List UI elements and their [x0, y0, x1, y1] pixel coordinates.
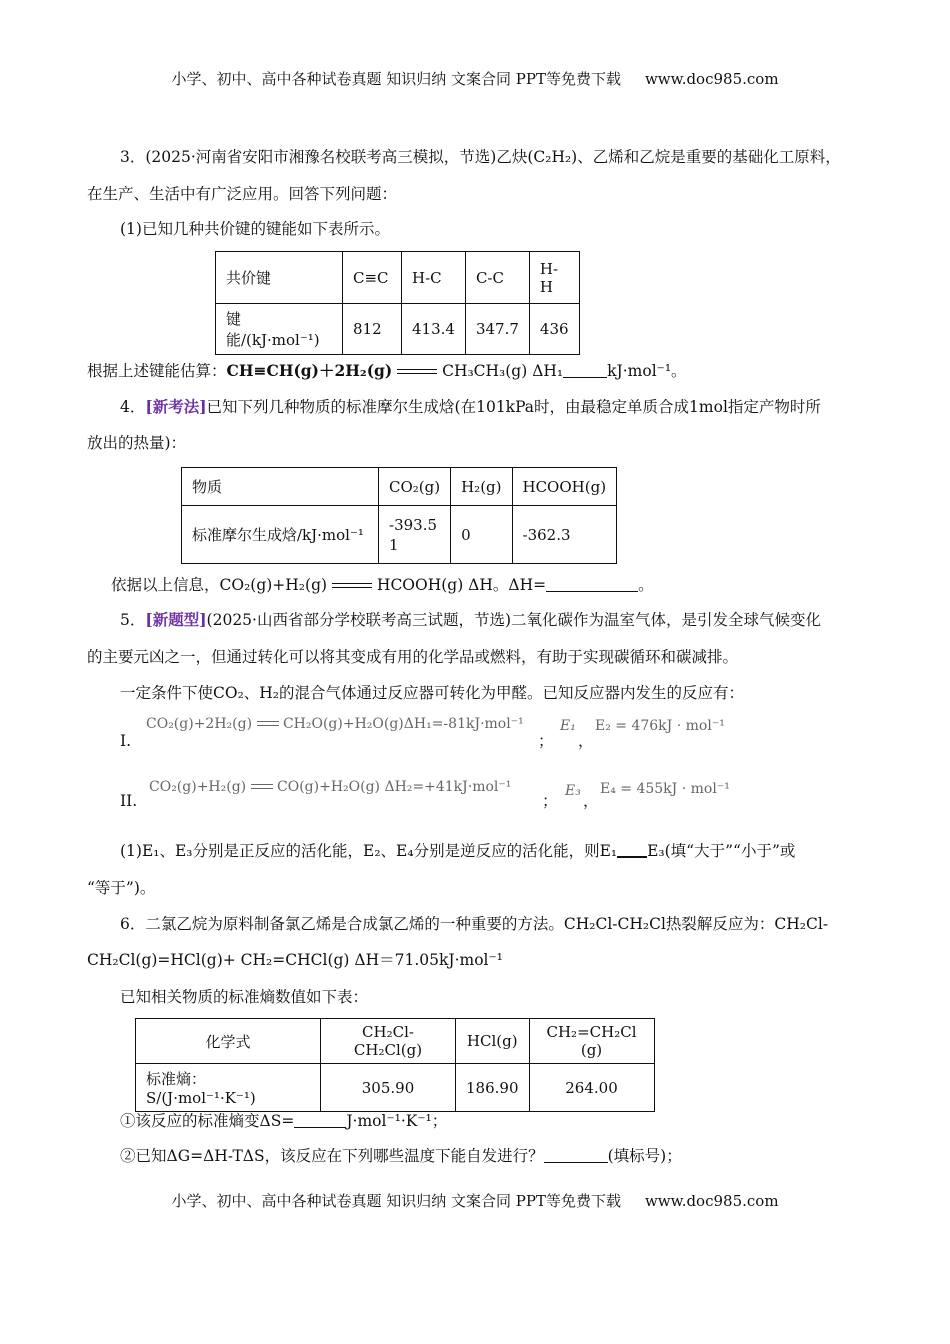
q5-sub1-b: E₃(填“大于”“小于”或 — [647, 842, 796, 860]
q6-sub1-a: ①该反应的标准熵变ΔS= — [120, 1112, 295, 1130]
reaction-2-e4: E₄ = 455kJ · mol⁻¹ — [600, 781, 730, 797]
equilibrium-arrow-icon — [257, 720, 279, 728]
page-header — [0, 68, 950, 89]
header-text: 小学、初中、高中各种试卷真题 知识归纳 文案合同 PPT等免费下载 — [171, 70, 621, 88]
q4-info-right: HCOOH(g) ΔH。ΔH= — [376, 576, 547, 594]
q4-line1 — [120, 396, 821, 418]
footer-url[interactable]: www.doc985.com — [644, 1192, 779, 1210]
q6-line2: CH₂Cl(g)=HCl(g)+ CH₂=CHCl(g) ΔH＝71.05kJ·mol⁻¹ — [87, 951, 503, 969]
bond-table-value-3: 436 — [529, 304, 579, 355]
enthalpy-table — [181, 467, 617, 564]
q6-sub1-b: J·mol⁻¹·K⁻¹； — [346, 1112, 448, 1130]
bond-table-header-0: 共价键 — [216, 252, 343, 304]
reaction-1-energies — [560, 718, 576, 734]
q5-line1-text: (2025·山西省部分学校联考高三试题，节选)二氧化碳作为温室气体，是引发全球气候变化 — [206, 611, 822, 629]
reaction-1-left: CO₂(g)+2H₂(g) — [146, 716, 253, 732]
entropy-table-header-3: CH₂=CH₂Cl (g) — [529, 1019, 654, 1064]
bond-energy-table — [215, 251, 580, 355]
q5-sub1 — [120, 840, 795, 862]
q6-sub1-answer-blank[interactable] — [294, 1111, 346, 1128]
bond-table-header-4: H-H — [529, 252, 579, 304]
q5-line1 — [120, 609, 821, 631]
bond-table-header-1: C≡C — [343, 252, 402, 304]
q4-line2: 放出的热量)： — [87, 434, 187, 452]
reaction-1-right: CH₂O(g)+H₂O(g)ΔH₁=-81kJ·mol⁻¹ — [282, 716, 524, 732]
reaction-2 — [149, 779, 511, 795]
entropy-table-header-0: 化学式 — [136, 1019, 321, 1064]
entropy-table-value-2: 264.00 — [529, 1064, 654, 1112]
enthalpy-table-header-1: CO₂(g) — [379, 468, 451, 506]
q3-estimate-right: CH₃CH₃(g) ΔH₁ — [442, 362, 564, 380]
reaction-1-label: I. — [120, 732, 132, 750]
reaction-2-comma: ， — [583, 792, 599, 810]
q5-answer-blank[interactable] — [617, 840, 647, 858]
equilibrium-arrow-icon — [332, 581, 372, 591]
entropy-table — [135, 1018, 655, 1112]
bond-table-value-2: 347.7 — [465, 304, 529, 355]
entropy-table-value-0: 305.90 — [321, 1064, 456, 1112]
q5-num: 5． — [120, 611, 146, 629]
equilibrium-arrow-icon — [397, 367, 437, 377]
bond-table-row-label: 键能/(kJ·mol⁻¹) — [216, 304, 343, 355]
q3-estimate — [87, 360, 687, 382]
reaction-1-comma: ， — [578, 732, 594, 750]
q5-sub1-a: (1)E₁、E₃分别是正反应的活化能，E₂、E₄分别是逆反应的活化能，则E₁ — [120, 842, 618, 860]
reaction-1 — [146, 716, 524, 732]
reaction-2-energies — [565, 783, 581, 799]
enthalpy-table-value-1: 0 — [451, 506, 512, 564]
reaction-1-e2: E₂ = 476kJ · mol⁻¹ — [595, 718, 725, 734]
q4-line1-text: 已知下列几种物质的标准摩尔生成焓(在101kPa时，由最稳定单质合成1mol指定产物时所 — [206, 398, 821, 416]
q3-line2: 在生产、生活中有广泛应用。回答下列问题： — [87, 185, 398, 203]
bond-table-header-2: H-C — [402, 252, 466, 304]
entropy-table-header-1: CH₂Cl-CH₂Cl(g) — [321, 1019, 456, 1064]
q3-estimate-suffix: kJ·mol⁻¹。 — [607, 362, 687, 380]
q4-info-end: 。 — [638, 576, 654, 594]
reaction-1-e1: E₁ — [560, 718, 576, 734]
entropy-table-header-2: HCl(g) — [456, 1019, 530, 1064]
q3-line1: 3．(2025·河南省安阳市湘豫名校联考高三模拟，节选)乙炔(C₂H₂)、乙烯和乙烷是重要的基础化工原料， — [120, 148, 841, 166]
q4-info-left: 依据以上信息，CO₂(g)+H₂(g) — [111, 576, 328, 594]
enthalpy-table-row-label: 标准摩尔生成焓/kJ·mol⁻¹ — [182, 506, 379, 564]
q5-tag: [新题型] — [145, 610, 207, 629]
q3-estimate-prefix: 根据上述键能估算： — [87, 362, 227, 380]
q5-sub1-c: “等于”)。 — [87, 879, 156, 897]
q5-line3: 一定条件下使CO₂、H₂的混合气体通过反应器可转化为甲醛。已知反应器内发生的反应有： — [120, 684, 745, 702]
entropy-table-row-label: 标准熵：S/(J·mol⁻¹·K⁻¹) — [136, 1064, 321, 1112]
bond-table-header-3: C-C — [465, 252, 529, 304]
q6-line1: 6．二氯乙烷为原料制备氯乙烯是合成氯乙烯的一种重要的方法。CH₂Cl-CH₂Cl热裂解反应为：CH₂Cl- — [120, 915, 829, 933]
reaction-2-left: CO₂(g)+H₂(g) — [149, 779, 247, 795]
reaction-2-label: II. — [120, 792, 138, 810]
page-footer — [0, 1190, 950, 1211]
q3-estimate-left: CH≡CH(g)＋2H₂(g) — [226, 361, 393, 380]
q3-answer-blank[interactable] — [563, 361, 607, 378]
q4-tag: [新考法] — [145, 397, 207, 416]
enthalpy-table-header-2: H₂(g) — [451, 468, 512, 506]
q5-line2: 的主要元凶之一，但通过转化可以将其变成有用的化学品或燃料，有助于实现碳循环和碳减排。 — [87, 648, 739, 666]
q6-sub2 — [120, 1145, 682, 1167]
enthalpy-table-value-2: -362.3 — [512, 506, 617, 564]
q6-sub1 — [120, 1110, 447, 1132]
bond-table-value-0: 812 — [343, 304, 402, 355]
header-url[interactable]: www.doc985.com — [644, 70, 779, 88]
q6-sub2-b: (填标号)； — [607, 1147, 682, 1165]
reaction-2-right: CO(g)+H₂O(g) ΔH₂=+41kJ·mol⁻¹ — [277, 779, 512, 795]
q4-num: 4． — [120, 398, 146, 416]
equilibrium-arrow-icon — [251, 783, 273, 791]
enthalpy-table-value-0: -393.51 — [379, 506, 451, 564]
q4-answer-blank[interactable] — [546, 575, 638, 592]
reaction-1-separator: ； — [538, 732, 554, 750]
q3-line3: (1)已知几种共价键的键能如下表所示。 — [120, 220, 390, 238]
enthalpy-table-header-3: HCOOH(g) — [512, 468, 617, 506]
q6-sub2-a: ②已知ΔG=ΔH-TΔS，该反应在下列哪些温度下能自发进行？ — [120, 1147, 544, 1165]
q4-info — [111, 574, 654, 596]
footer-text: 小学、初中、高中各种试卷真题 知识归纳 文案合同 PPT等免费下载 — [171, 1192, 621, 1210]
q6-sub2-answer-blank[interactable] — [544, 1146, 608, 1163]
q6-line3: 已知相关物质的标准熵数值如下表： — [120, 988, 369, 1006]
enthalpy-table-header-0: 物质 — [182, 468, 379, 506]
entropy-table-value-1: 186.90 — [456, 1064, 530, 1112]
reaction-2-e3: E₃ — [565, 783, 581, 799]
bond-table-value-1: 413.4 — [402, 304, 466, 355]
reaction-2-separator: ； — [542, 792, 558, 810]
